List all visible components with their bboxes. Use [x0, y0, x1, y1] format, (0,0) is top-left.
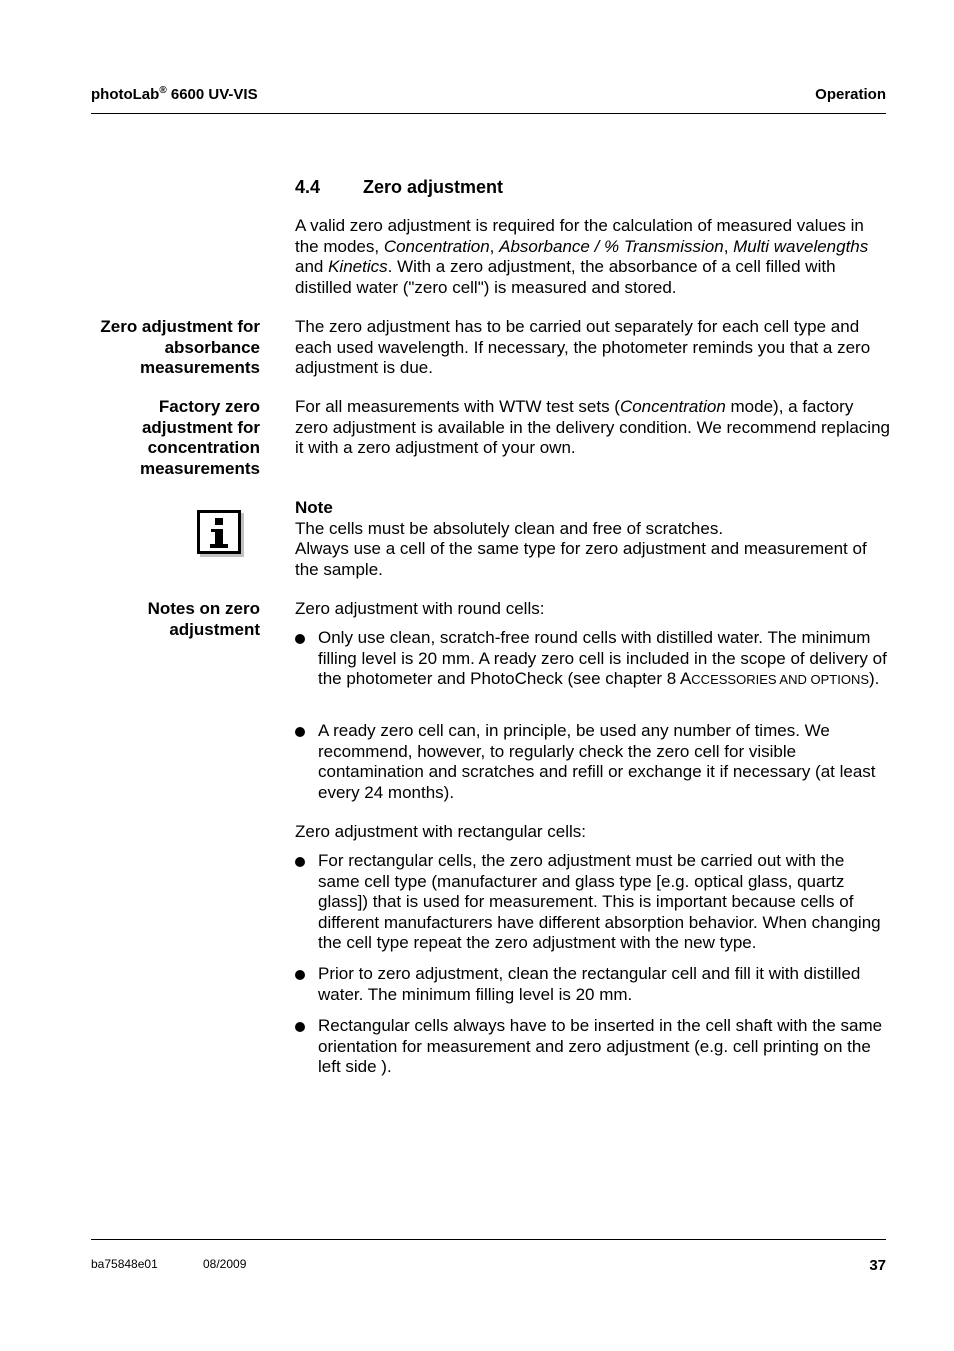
product-model: 6600 UV-VIS [166, 86, 258, 103]
section-number: 4.4 [295, 177, 321, 197]
side-heading-line: Zero adjustment for [100, 317, 260, 336]
round-bullet-2-text: A ready zero cell can, in principle, be used any number of times. We recommend, however, to regularly check the zero cell for visible contamination and scratches and refill or exchange it if necessary (at least every 24 months). [318, 721, 876, 802]
note-line-1: The cells must be absolutely clean and free of scratches. [295, 518, 724, 538]
page-number: 37 [869, 1257, 886, 1274]
section-heading [295, 177, 503, 198]
absorbance-text: The zero adjustment has to be carried out separately for each cell type and each used wavelength. If necessary, the photometer reminds you that a zero adjustment is due. [295, 317, 871, 378]
side-heading-line: adjustment [169, 619, 260, 639]
factory-mode: Concentration [619, 397, 726, 416]
bullet-icon [295, 634, 305, 644]
mode-kinetics: Kinetics [328, 257, 388, 277]
list-item [295, 628, 890, 691]
side-heading-line: measurements [139, 458, 260, 478]
bullet-icon [295, 857, 305, 867]
side-heading-line: measurements [139, 358, 260, 378]
footer-divider [91, 1239, 886, 1240]
rect-intro-text: Zero adjustment with rectangular cells: [295, 822, 587, 841]
mode-absorbance: Absorbance / % Transmission [499, 236, 724, 256]
registered-mark: ® [159, 85, 167, 96]
side-heading-line: Factory zero [158, 397, 260, 416]
factory-paragraph [295, 397, 890, 459]
rect-cells-intro [295, 822, 890, 843]
intro-text-2: and [295, 257, 329, 277]
footer-date: 08/2009 [203, 1257, 247, 1271]
mode-multi-wavelengths: Multi wavelengths [733, 236, 869, 256]
info-icon [197, 510, 241, 554]
side-heading-line: Notes on zero [147, 599, 260, 618]
running-header-title [91, 86, 258, 103]
bullet-icon [295, 1022, 305, 1032]
list-item [295, 964, 890, 1005]
factory-text-2: mode), a factory zero adjustment is available in the delivery condition. We recommend replacing it with a zero adjustment of your own. [295, 397, 890, 458]
round-bullet-1-text: Only use clean, scratch-free round cells with distilled water. The minimum filling level is 20 mm. A ready zero cell is included in the scope of delivery of the photometer and PhotoCheck (see chapter 8 A [318, 628, 887, 689]
chapter-reference: CCESSORIES AND OPTIONS [691, 672, 869, 688]
absorbance-paragraph [295, 317, 890, 379]
list-item [295, 851, 890, 954]
rect-bullet-3-text: Rectangular cells always have to be inserted in the cell shaft with the same orientation for measurement and zero adjustment (e.g. cell printing on the left side ). [318, 1016, 883, 1077]
list-item [295, 1016, 890, 1078]
side-heading-absorbance [60, 317, 260, 379]
side-heading-notes [60, 599, 260, 640]
round-bullet-1-end: ). [869, 669, 880, 689]
side-heading-line: adjustment for [141, 417, 260, 437]
list-item [295, 721, 890, 803]
running-header-section: Operation [815, 86, 886, 103]
note-line-2: Always use a cell of the same type for zero adjustment and measurement of the sample. [295, 539, 867, 579]
rect-bullet-2-text: Prior to zero adjustment, clean the rectangular cell and fill it with distilled water. The minimum filling level is 20 mm. [318, 964, 861, 1004]
header-divider [91, 113, 886, 114]
bullet-icon [295, 970, 305, 980]
side-heading-line: absorbance [164, 337, 260, 357]
intro-text-3: . With a zero adjustment, the absorbance of a cell filled with distilled water ("zero cell") is measured and stored. [295, 257, 836, 297]
note-title: Note [295, 498, 333, 517]
note-block [295, 498, 890, 580]
bullet-icon [295, 727, 305, 737]
intro-sep-1: , [489, 236, 500, 256]
mode-concentration: Concentration [383, 236, 490, 256]
intro-text-1: A valid zero adjustment is required for the calculation of measured values in the modes, [295, 216, 864, 256]
side-heading-line: concentration [147, 438, 260, 458]
factory-text-1: For all measurements with WTW test sets ( [295, 397, 620, 416]
footer-doc-id: ba75848e01 [91, 1257, 158, 1271]
intro-sep-2: , [723, 236, 734, 256]
intro-paragraph [295, 216, 890, 298]
product-name: photoLab [91, 86, 160, 103]
section-title: Zero adjustment [363, 177, 504, 197]
round-cells-intro [295, 599, 890, 620]
round-intro-text: Zero adjustment with round cells: [295, 599, 545, 618]
rect-bullet-1-text: For rectangular cells, the zero adjustment must be carried out with the same cell type (manufacturer and glass type [e.g. optical glass, quartz glass]) that is used for measurement. This is important because cells of different manufacturers have different absorption behavior. When changing the cell type repeat the zero adjustment with the new type. [318, 851, 881, 953]
side-heading-factory [60, 397, 260, 479]
